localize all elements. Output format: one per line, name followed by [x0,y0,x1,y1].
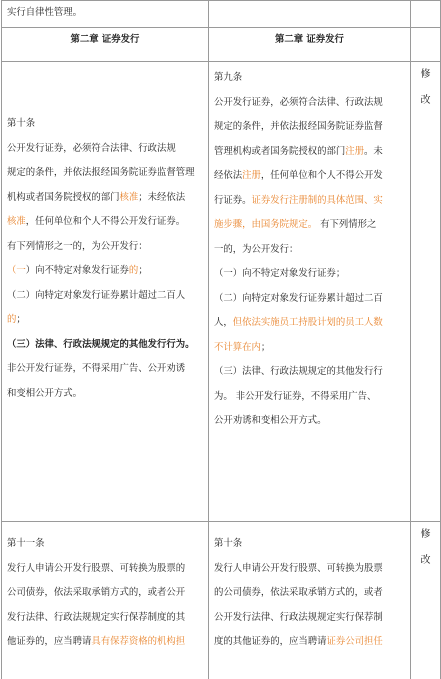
highlight-text: 具有保荐资格的机构担 [91,636,186,647]
table-row [2,1,441,28]
text-line: 公开发行法律、行政法规规定实行保荐制 [214,611,383,623]
old-chapter-title: 第二章 证券发行 [2,28,209,62]
note-char: 改 [420,95,431,106]
text-line: （二）向特定对象发行证券累计超过二百人 [7,289,186,301]
old-article-cell [2,62,209,522]
article-number: 第十条 [7,118,36,129]
text-line: 规定的条件，并依法报经国务院证券监督管理 [7,167,195,178]
highlight-text: 的 [128,265,139,276]
text-line: 核准，任何单位和个人不得公开发行证券。 [7,216,186,227]
text-line: 的； [7,314,26,325]
old-cell [2,1,209,28]
text-line: 行证券。证券发行注册制的具体范围、实 [214,194,383,206]
highlight-text: 但依法实施员工持股计划的员工人数 [232,317,383,328]
article-number: 第十一条 [7,538,45,549]
text-line: （三）法律、行政法规规定的其他发行行 [214,366,383,377]
highlight-text: 一 [16,265,26,276]
highlight-text: 注册 [345,145,365,157]
chapter-header-row [2,28,441,62]
text-line: 公开劝诱和变相公开方式。 [214,415,327,426]
text-line: 度的其他证券的，应当聘请证券公司担任 [214,636,383,647]
highlight-text: 证券发行注册制的具体范围、实 [251,194,383,206]
text-line: 和变相公开方式。 [7,387,83,399]
table-row [2,62,441,522]
text-line: 不计算在内； [214,341,271,353]
new-article-cell [209,62,411,522]
text-line: 为。 非公开发行证券，不得采用广告、 [214,390,377,402]
new-cell [209,1,411,28]
text-line: 规定的条件，并依法报经国务院证券监督 [214,121,383,132]
note-cell [411,28,441,62]
new-article-cell [209,522,411,679]
highlight-text: 施步骤，由国务院规定。 [214,219,318,230]
text-line: 发行法律、行政法规规定实行保荐制度的其 [7,611,186,623]
text-line: 管理机构或者国务院授权的部门注册。未 [214,145,383,157]
text-line: （二）向特定对象发行证券累计超过二百 [214,292,383,304]
text-line: 发行人申请公开发行股票、可转换为股票的 [7,562,186,574]
text-line: 非公开发行证券，不得采用广告、公开劝诱 [7,363,186,374]
new-chapter-title: 第二章 证券发行 [209,28,411,62]
comparison-table [1,0,441,679]
text-line: 发行人申请公开发行股票、可转换为股票 [214,562,383,574]
text-line: 人，但依法实施员工持股计划的员工人数 [214,317,383,328]
old-text: 实行自律性管理。 [7,7,83,18]
article-number: 第十条 [214,538,243,549]
text-line: 经依法注册，任何单位和个人不得公开发 [214,170,383,181]
highlight-text: 注册 [242,170,261,181]
old-article-cell [2,522,209,679]
text-line: 施步骤，由国务院规定。 有下列情形之 [214,219,377,230]
text-line: 一的，为公开发行： [214,243,299,255]
text-line: （三）法律、行政法规规定的其他发行行为。 [7,338,195,350]
highlight-text: 核准 [7,216,26,227]
article-number: 第九条 [214,72,243,83]
text-line: 公开发行证券，必须符合法律、行政法规 [214,96,383,108]
text-line: 机构或者国务院授权的部门核准；未经依法 [7,191,186,203]
note-cell [411,522,441,679]
note-char: 修 [420,529,431,540]
highlight-text: 不计算在内 [214,341,261,353]
text-line: 公开发行证券，必须符合法律、行政法规 [7,142,176,154]
note-char: 改 [420,555,431,566]
text-line: 他证券的，应当聘请具有保荐资格的机构担 [7,636,186,647]
text-line: （一）向不特定对象发行证券； [214,268,346,279]
highlight-text: 核准 [119,191,139,203]
table-row [2,522,441,679]
text-line: （一）向不特定对象发行证券的； [7,265,148,276]
text-line: 有下列情形之一的，为公开发行： [7,240,148,252]
note-cell [411,1,441,28]
note-char: 修 [420,69,431,80]
text-line: 公司债券，依法采取承销方式的，或者公开 [7,587,186,598]
note-cell [411,62,441,522]
highlight-text: 证券公司担任 [326,636,383,647]
highlight-text: 的 [7,314,17,325]
text-line: 的公司债券，依法采取承销方式的，或者 [214,587,383,598]
